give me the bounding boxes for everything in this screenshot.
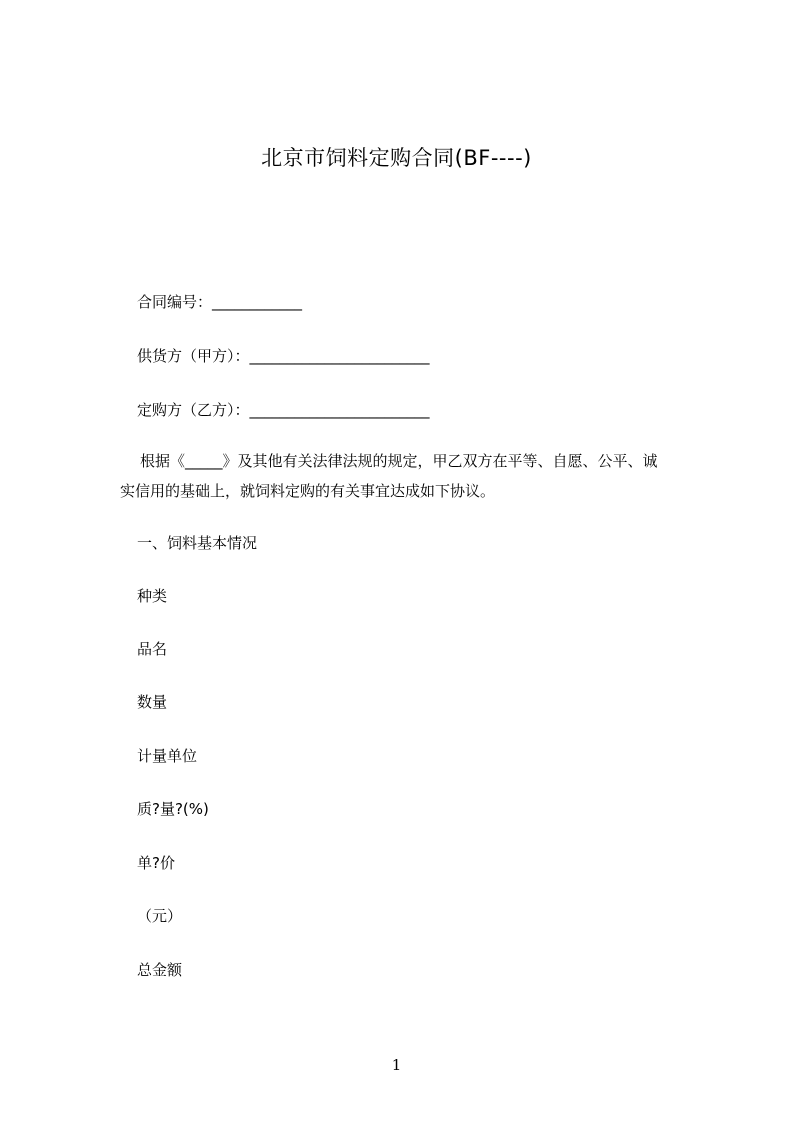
- buyer-line: 定购方（乙方）：________________________: [137, 401, 430, 419]
- section-heading: 一、饲料基本情况: [137, 534, 258, 552]
- field-label: 种类: [137, 587, 168, 605]
- document-title: 北京市饲料定购合同(BF----): [261, 146, 532, 170]
- page-number: 1: [391, 1056, 402, 1074]
- contract-number-line: 合同编号：____________: [137, 293, 303, 311]
- field-label: 品名: [137, 640, 168, 658]
- field-label: 质?量?(%): [137, 800, 209, 818]
- field-label: 数量: [137, 693, 168, 711]
- field-label: 单?价: [137, 854, 175, 872]
- field-label: 计量单位: [137, 747, 198, 765]
- field-label: 总金额: [137, 961, 183, 979]
- intro-paragraph-line2: 实信用的基础上，就饲料定购的有关事宜达成如下协议。: [120, 482, 496, 500]
- field-label: （元）: [137, 907, 183, 925]
- supplier-line: 供货方（甲方）：________________________: [137, 347, 430, 365]
- intro-paragraph-line1: 根据《_____》及其他有关法律法规的规定，甲乙双方在平等、自愿、公平、诚: [140, 452, 658, 470]
- intro-paragraph: [120, 446, 709, 506]
